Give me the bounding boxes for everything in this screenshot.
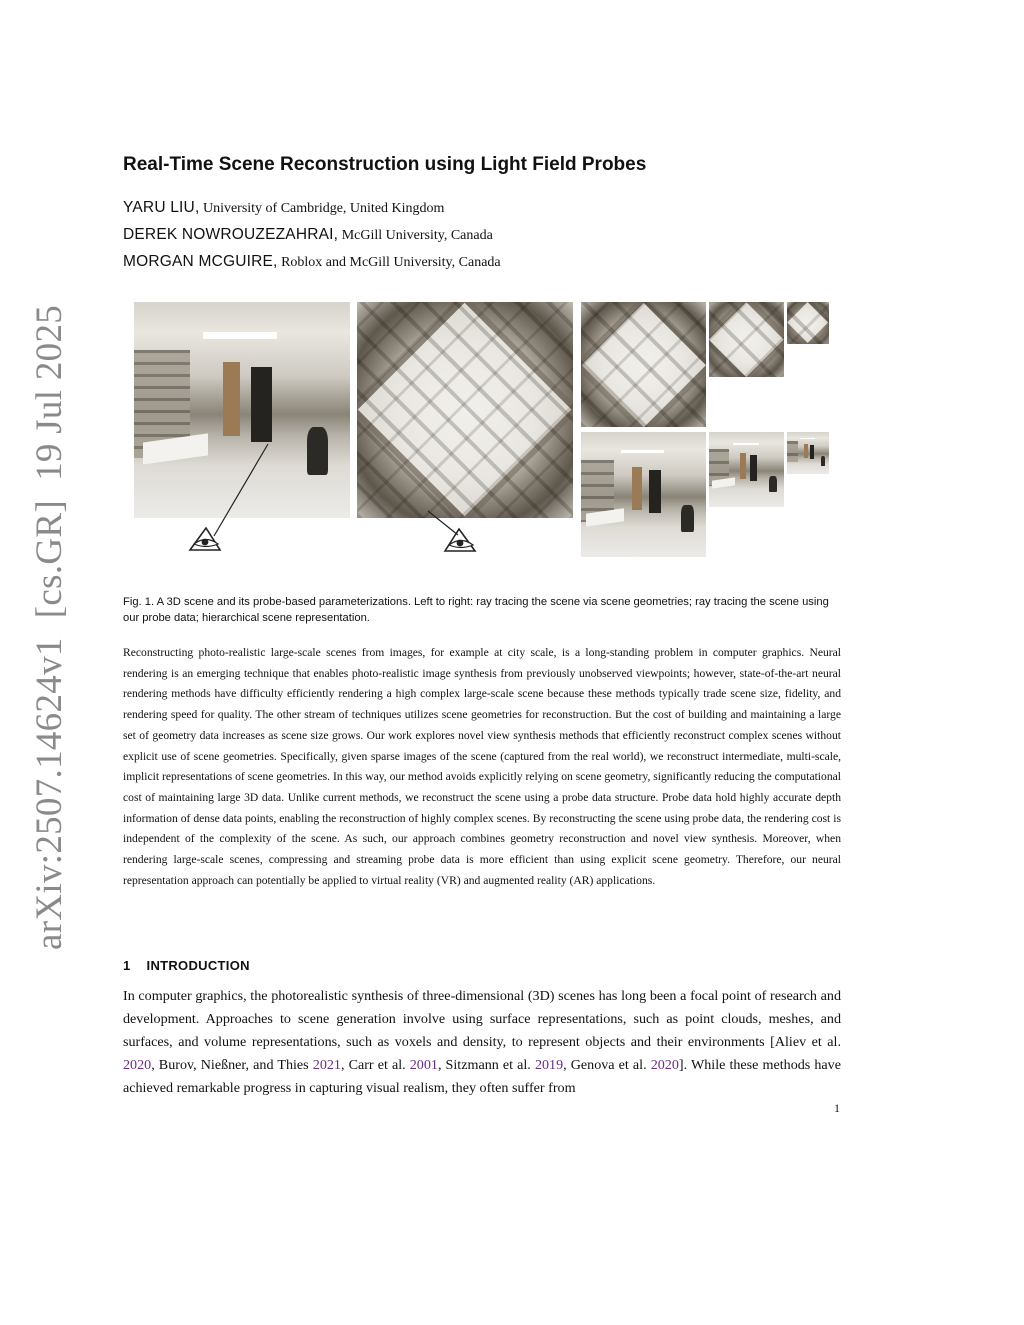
camera-eye-icon [443,527,477,553]
author-affiliation: University of Cambridge, United Kingdom [202,201,445,216]
intro-text: , Sitzmann et al. [437,1057,535,1073]
hierarchy-view-level-2-image [709,432,784,507]
section-title: INTRODUCTION [146,958,250,973]
probe-data-render-image [357,302,573,518]
citation-link[interactable]: 2021 [312,1057,341,1073]
paper-title: Real-Time Scene Reconstruction using Light Field Probes [123,154,647,175]
author-line-2 [123,226,493,244]
intro-text: In computer graphics, the photorealistic synthesis of three-dimensional (3D) scenes has long been a focal point of research and development. Approaches to scene generation involve using surface representations, such as point clouds, meshes, and surfaces, and volume representations, such as voxels and density, to represent objects and their environments [Aliev et al. [123,988,841,1050]
intro-text: ]. While these methods have achieved remarkable progress in capturing visual realism, they often suffer from [123,1057,841,1096]
section-number: 1 [123,958,131,973]
intro-text: , Genova et al. [563,1057,651,1073]
hierarchy-probe-level-3-image [787,302,829,344]
figure-caption: Fig. 1. A 3D scene and its probe-based parameterizations. Left to right: ray tracing the scene via scene geometries; ray tracing the scene using our probe data; hierarchical scene representation. [123,596,829,624]
section-heading [123,958,250,973]
author-name: MORGAN MCGUIRE, [123,253,278,270]
abstract: Reconstructing photo-realistic large-scale scenes from images, for example at city scale, is a long-standing problem in computer graphics. Neural rendering is an emerging technique that enables photo-realistic image synthesis from previously unobserved viewpoints; however, state-of-the-art neural rendering methods have difficulty efficiently rendering a high complex large-scale scene because these methods typically trade scene size, fidelity, and rendering speed for quality. The other stream of techniques utilizes scene geometries for reconstruction. But the cost of building and maintaining a large set of geometry data increases as scene size grows. Our work explores novel view synthesis methods that efficiently reconstruct complex scenes without explicit use of scene geometries. Specifically, given sparse images of the scene (captured from the real world), we reconstruct intermediate, multi-scale, implicit representations of scene geometries. In this way, our method avoids explicitly relying on scene geometry, significantly reducing the computational cost of maintaining large 3D data. Unlike current methods, we reconstruct the scene using a probe data structure. Probe data hold highly accurate depth information of dense data points, enabling the reconstruction of highly complex scenes. By reconstructing the scene using probe data, the rendering cost is independent of the complexity of the scene. As such, our approach combines geometry reconstruction and novel view synthesis. Moreover, when rendering large-scale scenes, compressing and streaming probe data is more efficient than using explicit scene geometry. Therefore, our neural representation approach can potentially be applied to virtual reality (VR) and augmented reality (AR) applications. [123,646,841,887]
arxiv-identifier-stamp: arXiv:2507.14624v1 [cs.GR] 19 Jul 2025 [29,304,70,950]
hierarchy-view-level-3-image [787,432,829,474]
author-name: DEREK NOWROUZEZAHRAI, [123,226,339,243]
camera-eye-icon [188,526,222,552]
hierarchy-view-level-1-image [581,432,706,557]
author-affiliation: Roblox and McGill University, Canada [281,255,501,270]
citation-link[interactable]: 2001 [409,1057,438,1073]
citation-link[interactable]: 2019 [534,1057,564,1073]
intro-text: , Carr et al. [340,1057,410,1073]
citation-link[interactable]: 2020 [650,1057,679,1073]
citation-link[interactable]: 2020 [123,1057,152,1073]
author-name: YARU LIU, [123,199,200,216]
author-line-1 [123,199,444,217]
hierarchy-probe-level-1-image [581,302,706,427]
hierarchy-probe-level-2-image [709,302,784,377]
author-affiliation: McGill University, Canada [341,228,493,243]
page-number: 1 [834,1101,840,1115]
introduction-paragraph [123,985,841,1100]
intro-text: , Burov, Nießner, and Thies [151,1057,313,1073]
author-line-3 [123,253,501,271]
